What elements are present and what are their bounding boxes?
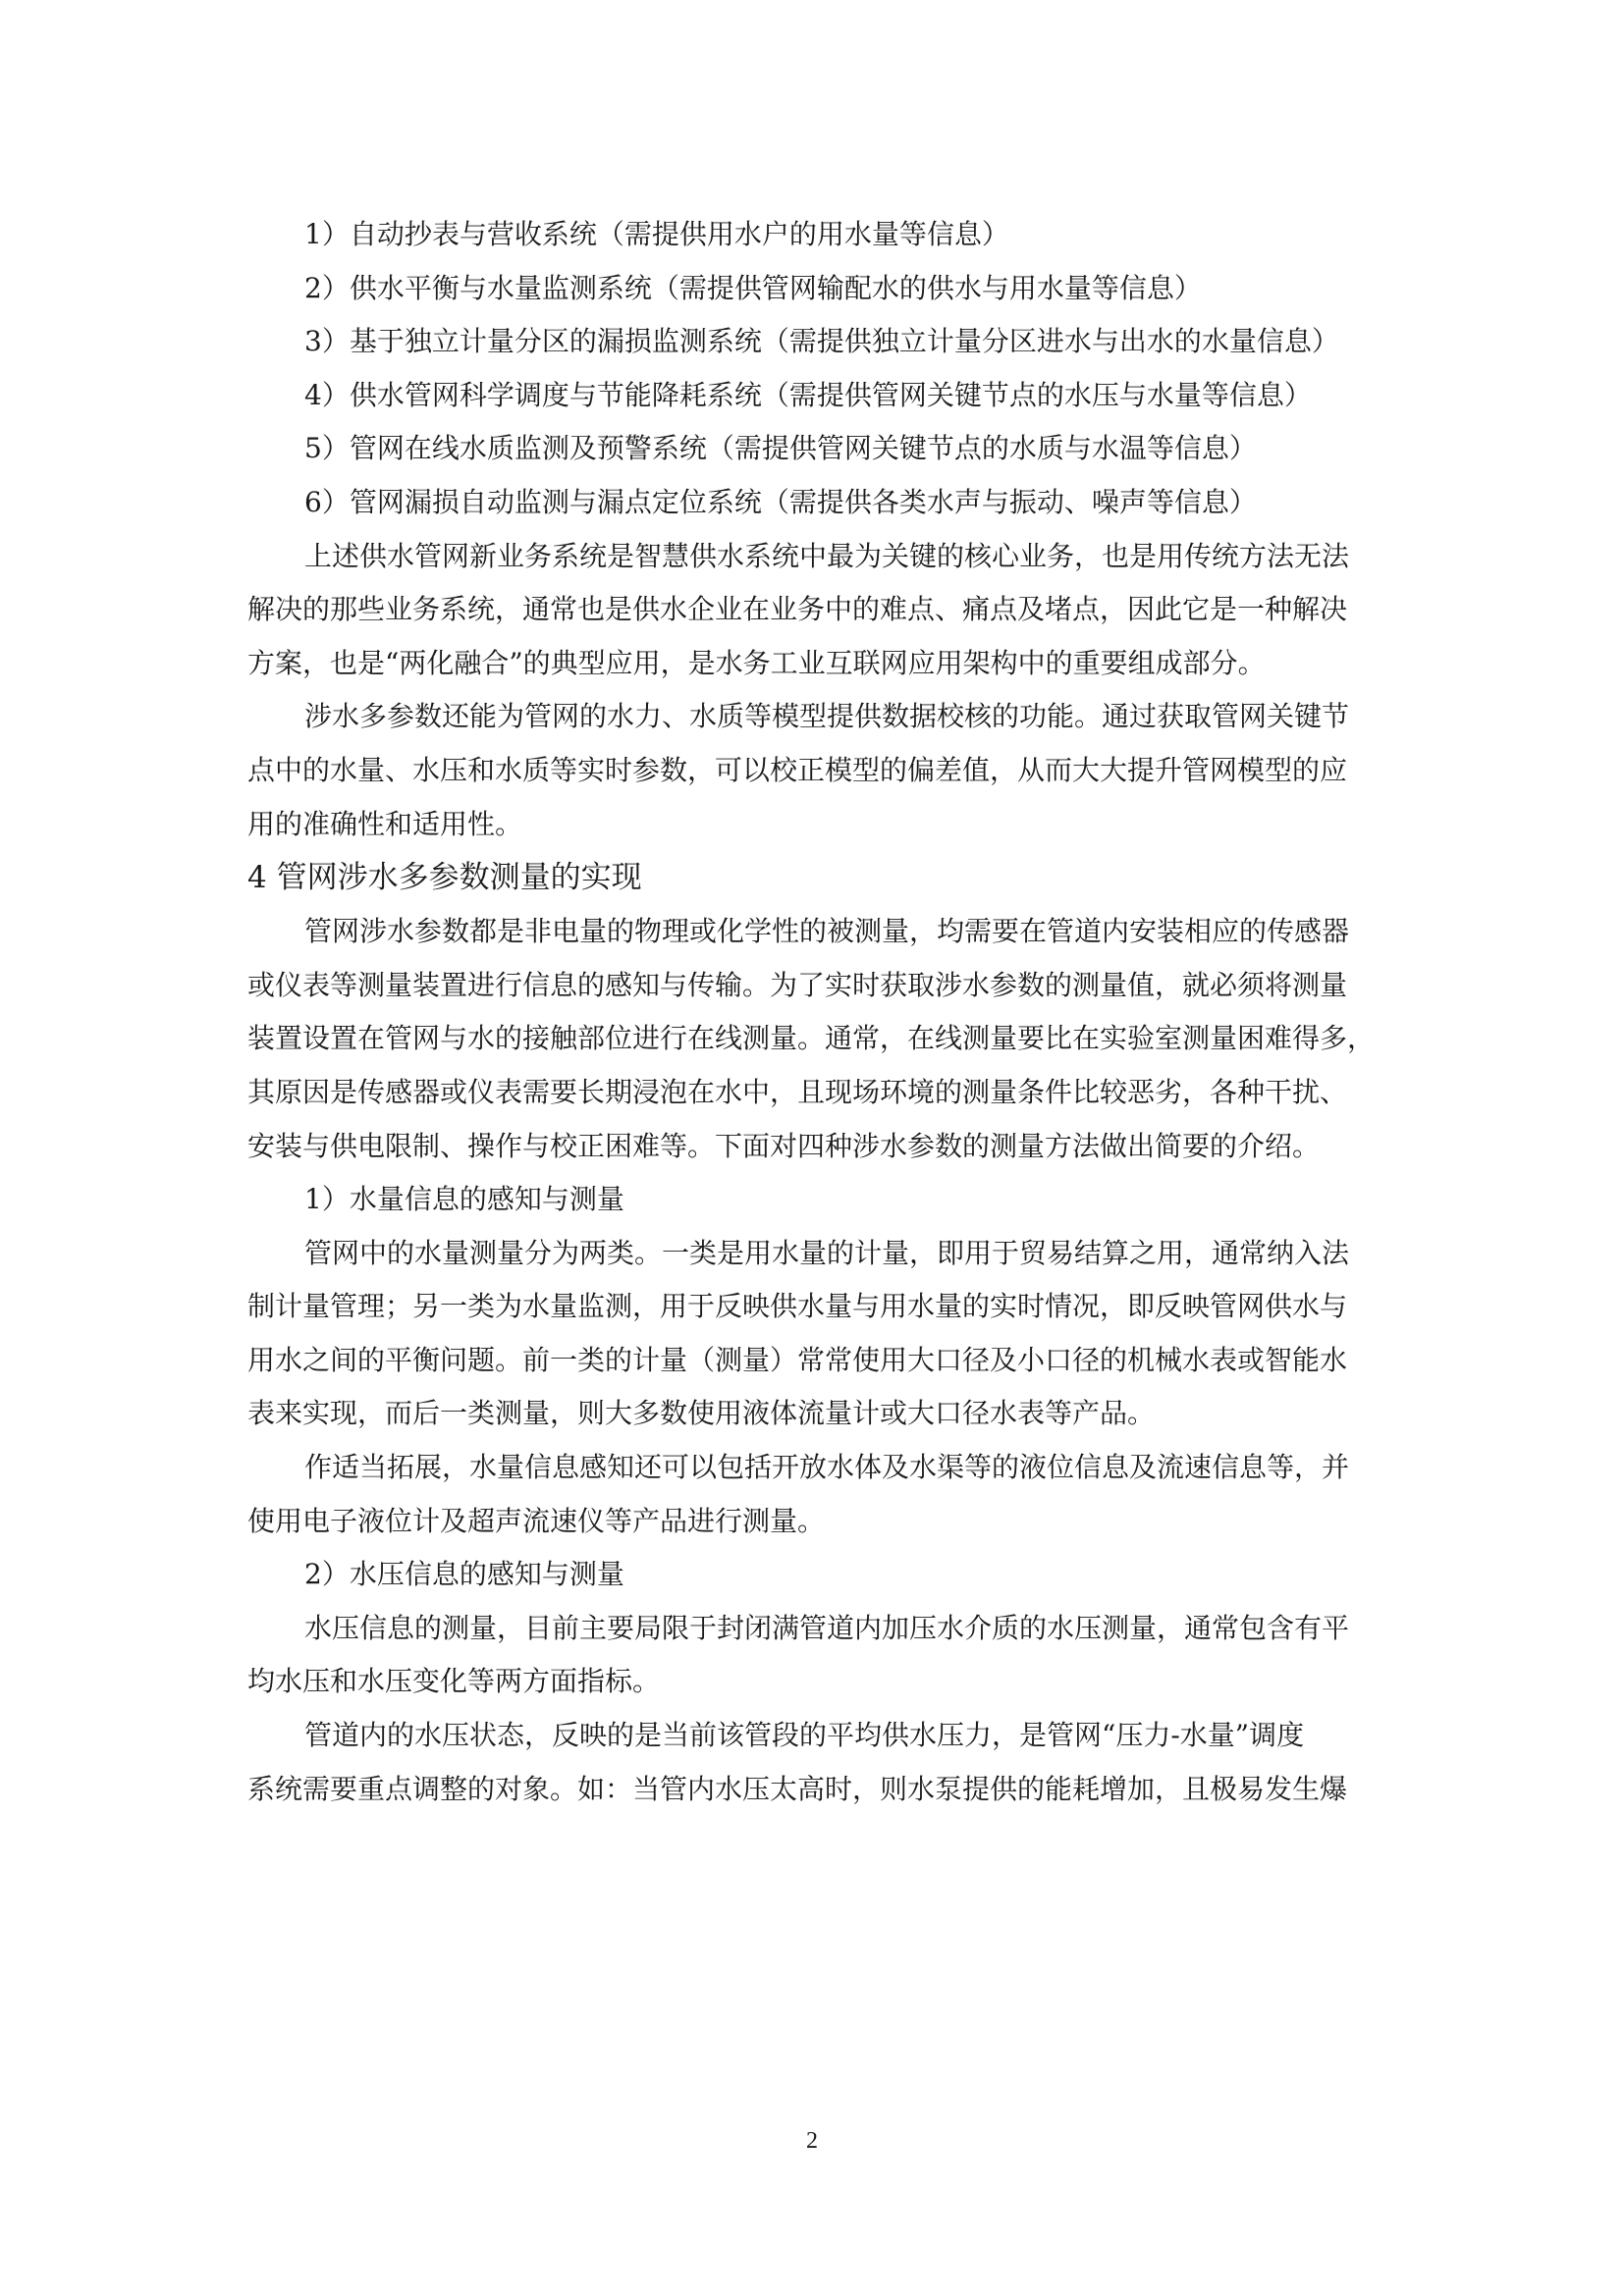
subsection-heading: 2）水压信息的感知与测量 xyxy=(304,1558,624,1591)
paragraph-business-systems xyxy=(247,530,1386,691)
paragraph-line: 管道内的水压状态，反映的是当前该管段的平均供水压力，是管网“压力-水量”调度 xyxy=(304,1719,1305,1752)
section-heading: 4 管网涉水多参数测量的实现 xyxy=(247,860,642,896)
paragraph-measurement-intro xyxy=(247,905,1386,1173)
paragraph-line: 表来实现，而后一类测量，则大多数使用液体流量计或大口径水表等产品。 xyxy=(247,1397,1156,1430)
list-item: 3）基于独立计量分区的漏损监测系统（需提供独立计量分区进水与出水的水量信息） xyxy=(304,325,1339,358)
paragraph-water-pressure xyxy=(247,1602,1386,1709)
paragraph-line: 涉水多参数还能为管网的水力、水质等模型提供数据校核的功能。通过获取管网关键节 xyxy=(304,700,1350,733)
list-item: 6）管网漏损自动监测与漏点定位系统（需提供各类水声与振动、噪声等信息） xyxy=(304,485,1257,518)
subsection-heading: 1）水量信息的感知与测量 xyxy=(304,1183,624,1216)
list-item: 4）供水管网科学调度与节能降耗系统（需提供管网关键节点的水压与水量等信息） xyxy=(304,378,1312,411)
page-number: 2 xyxy=(806,2128,818,2154)
paragraph-line: 制计量管理；另一类为水量监测，用于反映供水量与用水量的实时情况，即反映管网供水与 xyxy=(247,1290,1348,1323)
paragraph-line: 点中的水量、水压和水质等实时参数，可以校正模型的偏差值，从而大大提升管网模型的应 xyxy=(247,753,1348,786)
paragraph-pressure-state xyxy=(247,1709,1386,1816)
paragraph-model-calibration xyxy=(247,690,1386,851)
paragraph-line: 用水之间的平衡问题。前一类的计量（测量）常常使用大口径及小口径的机械水表或智能水 xyxy=(247,1343,1348,1376)
paragraph-line: 系统需要重点调整的对象。如：当管内水压太高时，则水泵提供的能耗增加，且极易发生爆 xyxy=(247,1772,1348,1805)
list-item: 2）供水平衡与水量监测系统（需提供管网输配水的供水与用水量等信息） xyxy=(304,271,1202,304)
paragraph-line: 解决的那些业务系统，通常也是供水企业在业务中的难点、痛点及堵点，因此它是一种解决 xyxy=(247,593,1348,626)
paragraph-line: 作适当拓展，水量信息感知还可以包括开放水体及水渠等的液位信息及流速信息等，并 xyxy=(304,1451,1350,1484)
paragraph-line: 方案，也是“两化融合”的典型应用，是水务工业互联网应用架构中的重要组成部分。 xyxy=(247,646,1266,679)
paragraph-line: 水压信息的测量，目前主要局限于封闭满管道内加压水介质的水压测量，通常包含有平 xyxy=(304,1611,1350,1644)
system-list xyxy=(247,208,1386,530)
paragraph-line: 使用电子液位计及超声流速仪等产品进行测量。 xyxy=(247,1504,826,1537)
paragraph-line: 其原因是传感器或仪表需要长期浸泡在水中，且现场环境的测量条件比较恶劣，各种干扰、 xyxy=(247,1075,1348,1108)
page-body xyxy=(247,208,1386,1816)
paragraph-line: 均水压和水压变化等两方面指标。 xyxy=(247,1665,661,1698)
paragraph-water-quantity xyxy=(247,1227,1386,1441)
paragraph-line: 或仪表等测量装置进行信息的感知与传输。为了实时获取涉水参数的测量值，就必须将测量 xyxy=(247,968,1348,1001)
paragraph-line: 用的准确性和适用性。 xyxy=(247,807,523,840)
paragraph-line: 安装与供电限制、操作与校正困难等。下面对四种涉水参数的测量方法做出简要的介绍。 xyxy=(247,1129,1321,1162)
paragraph-line: 管网涉水参数都是非电量的物理或化学性的被测量，均需要在管道内安装相应的传感器 xyxy=(304,915,1350,948)
list-item: 5）管网在线水质监测及预警系统（需提供管网关键节点的水质与水温等信息） xyxy=(304,432,1257,465)
paragraph-line: 管网中的水量测量分为两类。一类是用水量的计量，即用于贸易结算之用，通常纳入法 xyxy=(304,1236,1350,1269)
paragraph-line: 上述供水管网新业务系统是智慧供水系统中最为关键的核心业务，也是用传统方法无法 xyxy=(304,539,1350,572)
list-item: 1）自动抄表与营收系统（需提供用水户的用水量等信息） xyxy=(304,218,1009,250)
paragraph-water-level xyxy=(247,1441,1386,1548)
paragraph-line: 装置设置在管网与水的接触部位进行在线测量。通常，在线测量要比在实验室测量困难得多， xyxy=(247,1022,1376,1055)
